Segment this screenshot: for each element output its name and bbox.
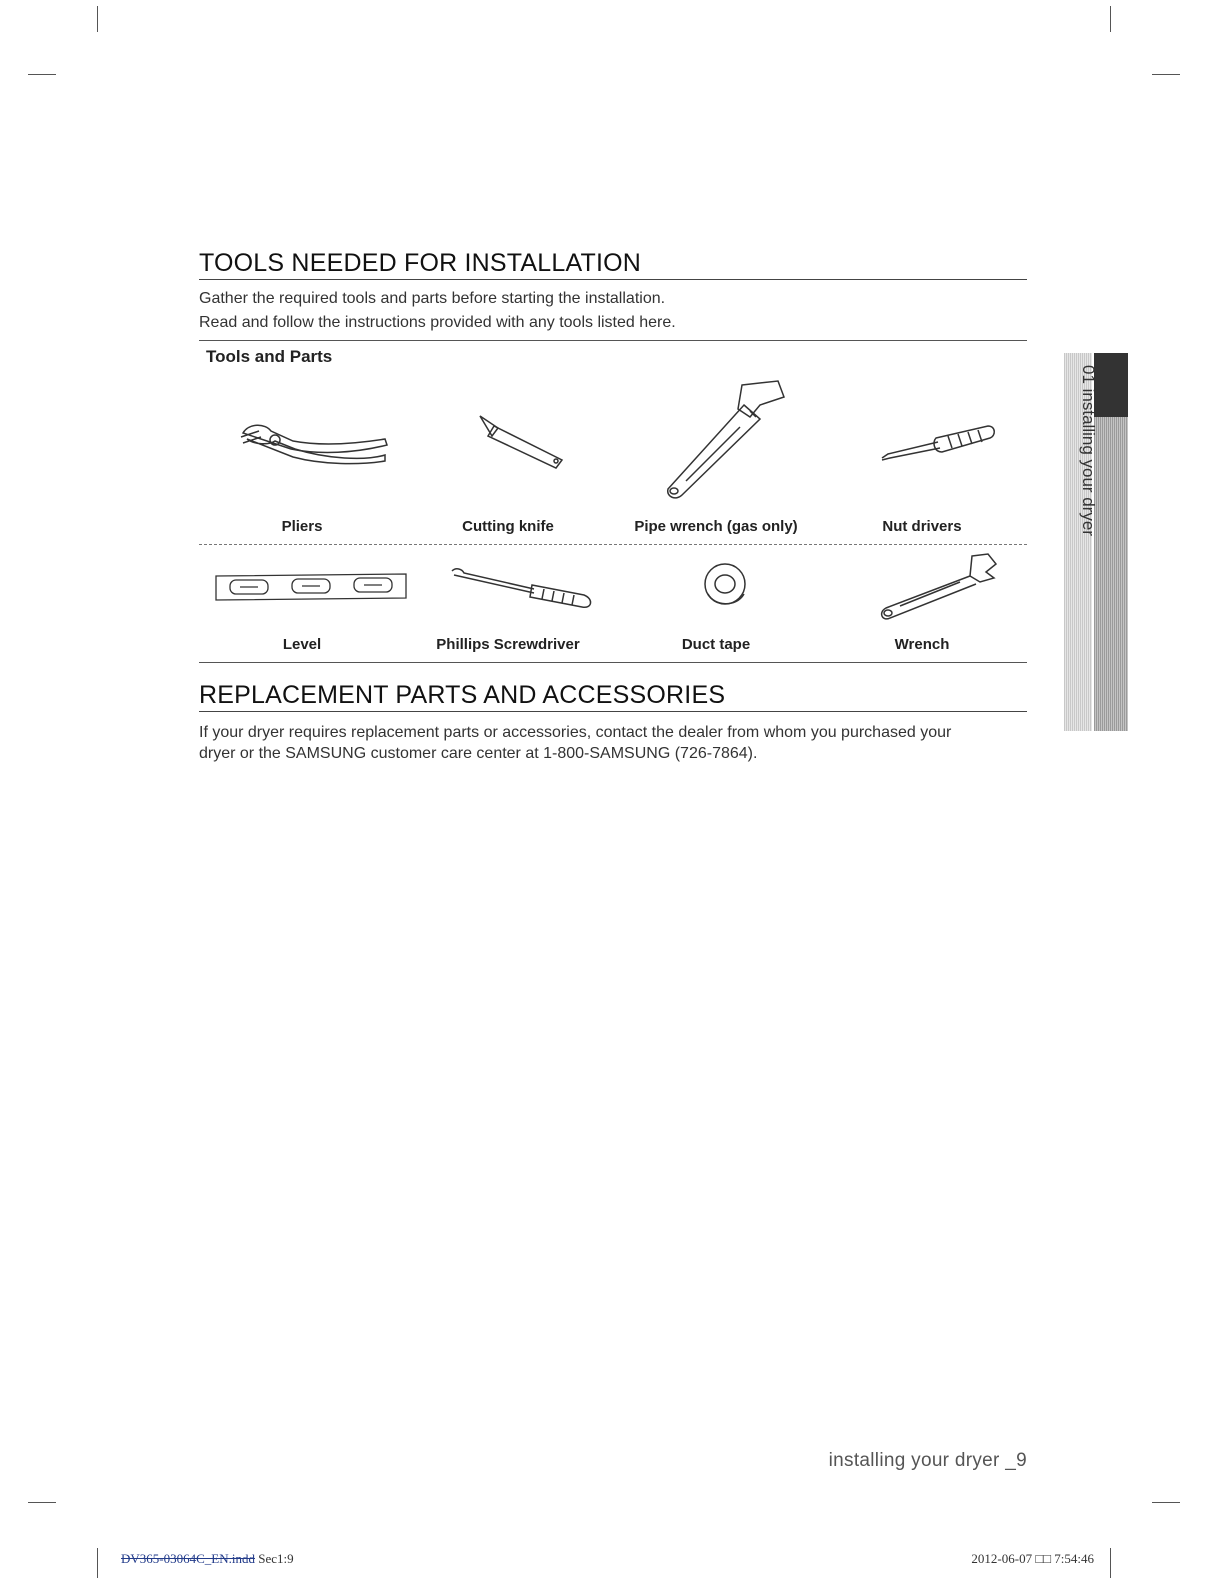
crop-mark: [28, 74, 56, 75]
tool-label-duct-tape: Duct tape: [681, 636, 751, 653]
crop-mark: [1110, 1548, 1111, 1578]
section-title-tools: TOOLS NEEDED FOR INSTALLATION: [199, 248, 1027, 280]
tool-label-cutting-knife: Cutting knife: [462, 518, 554, 535]
divider: [199, 340, 1027, 341]
divider: [199, 662, 1027, 663]
tool-label-wrench: Wrench: [894, 636, 950, 653]
tool-label-level: Level: [282, 636, 322, 653]
intro-line-2: Read and follow the instructions provided with any tools listed here.: [199, 314, 676, 331]
intro-line-1: Gather the required tools and parts before starting the installation.: [199, 290, 666, 307]
crop-mark: [1152, 74, 1180, 75]
section-title-replacement-parts: REPLACEMENT PARTS AND ACCESSORIES: [199, 680, 1027, 712]
crop-mark: [97, 1548, 98, 1578]
crop-mark: [1110, 6, 1111, 32]
dashed-divider: [199, 544, 1027, 545]
wrench-icon: [876, 550, 1000, 622]
slug-filename: DV365-03064C_EN.indd: [121, 1551, 255, 1566]
phillips-screwdriver-icon: [448, 565, 598, 611]
tool-label-phillips-screwdriver: Phillips Screwdriver: [436, 636, 580, 653]
slug-section: Sec1:9: [258, 1551, 294, 1566]
side-tab-marker: [1094, 353, 1128, 417]
level-icon: [210, 572, 410, 602]
tools-subheading: Tools and Parts: [206, 347, 333, 366]
tool-label-pliers: Pliers: [281, 518, 323, 535]
pliers-icon: [235, 415, 395, 465]
chapter-side-tab: [1064, 353, 1128, 731]
crop-mark: [1152, 1502, 1180, 1503]
side-tab-texture: [1094, 417, 1128, 731]
replacement-body-line-1: If your dryer requires replacement parts or accessories, contact the dealer from whom you purchased your: [199, 724, 952, 741]
crop-mark: [28, 1502, 56, 1503]
tool-label-pipe-wrench: Pipe wrench (gas only): [634, 518, 798, 535]
replacement-body-line-2: dryer or the SAMSUNG customer care center at 1-800-SAMSUNG (726-7864).: [199, 745, 758, 762]
cutting-knife-icon: [470, 410, 570, 470]
print-slug-left: [121, 1551, 294, 1567]
pipe-wrench-icon: [660, 375, 790, 505]
tool-label-nut-drivers: Nut drivers: [882, 518, 962, 535]
crop-mark: [97, 6, 98, 32]
side-tab-label: 01 installing your dryer: [1079, 365, 1098, 537]
nut-driver-icon: [878, 420, 998, 464]
duct-tape-icon: [700, 560, 750, 610]
slug-datetime: 2012-06-07 □□ 7:54:46: [971, 1551, 1094, 1566]
page-footer-label: installing your dryer _9: [828, 1450, 1027, 1471]
